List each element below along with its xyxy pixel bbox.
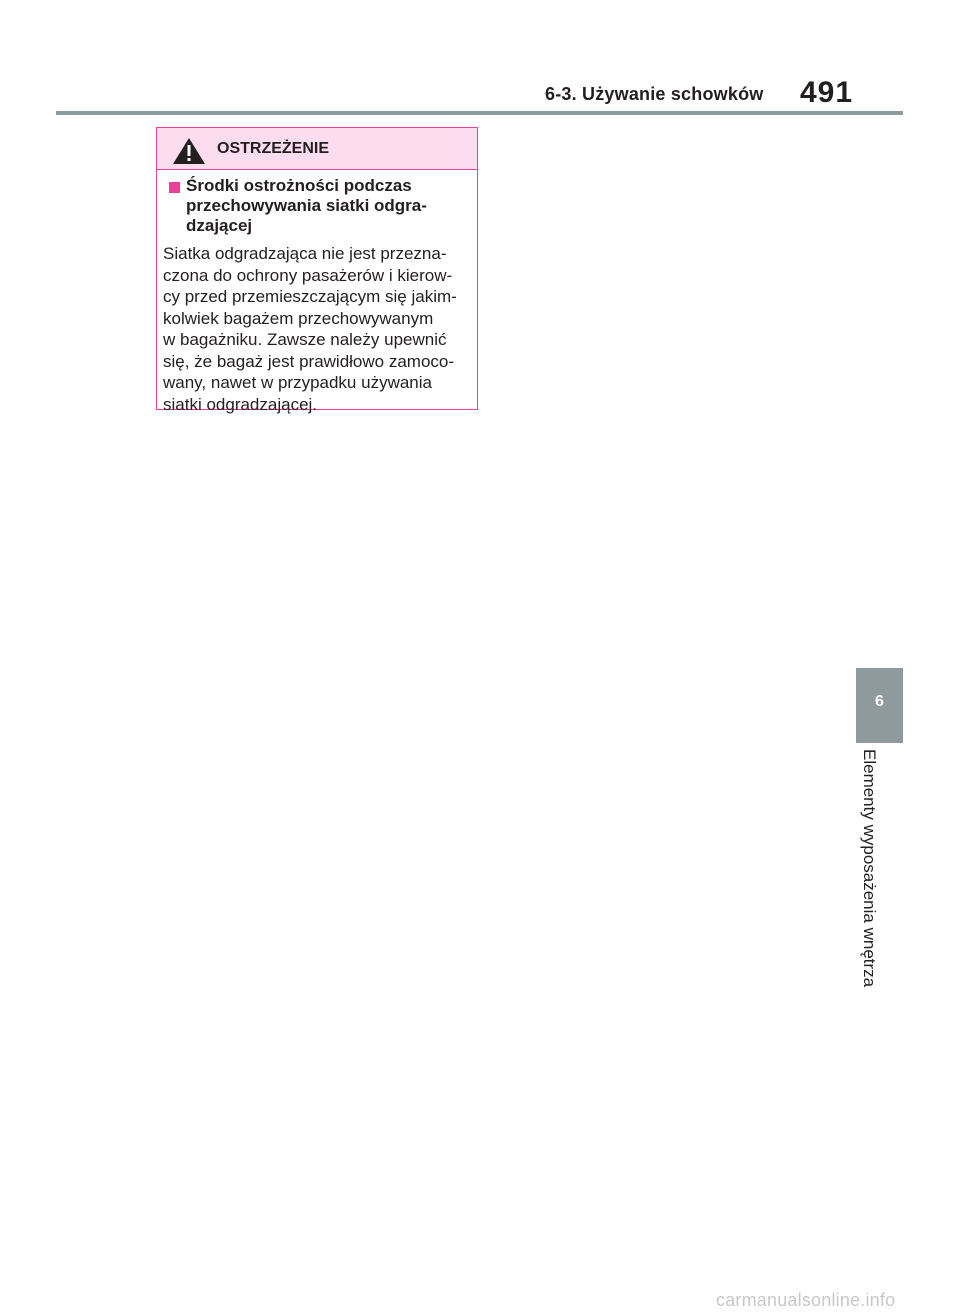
body-line: czona do ochrony pasażerów i kierow- bbox=[163, 265, 453, 285]
chapter-tab bbox=[856, 668, 903, 743]
section-title: 6-3. Używanie schowków bbox=[545, 84, 764, 104]
warning-header bbox=[157, 128, 477, 170]
body-line: w bagażniku. Zawsze należy upewnić bbox=[163, 330, 447, 349]
body-line: siatki odgradzającej. bbox=[163, 394, 318, 414]
body-line: cy przed przemieszczającym się jakim- bbox=[163, 287, 457, 306]
body-line: się, że bagaż jest prawidłowo zamoco- bbox=[163, 351, 455, 371]
warning-body bbox=[163, 243, 471, 415]
subheading-line: dzającej bbox=[186, 216, 253, 235]
warning-box bbox=[156, 127, 478, 414]
chapter-number: 6 bbox=[875, 693, 884, 710]
body-line: kolwiek bagażem przechowywanym bbox=[163, 308, 434, 328]
warning-subheading bbox=[163, 176, 471, 236]
subheading-line: przechowywania siatki odgra- bbox=[186, 196, 427, 215]
warning-content bbox=[157, 170, 477, 415]
header-rule bbox=[56, 111, 903, 115]
chapter-label: Elementy wyposażenia wnętrza bbox=[860, 749, 879, 988]
watermark: carmanualsonline.info bbox=[716, 1290, 896, 1310]
subheading-line: Środki ostrożności podczas bbox=[186, 176, 412, 195]
warning-title: OSTRZEŻENIE bbox=[217, 140, 330, 157]
warning-triangle-icon bbox=[172, 137, 206, 165]
body-line: wany, nawet w przypadku używania bbox=[163, 373, 432, 392]
page-number: 491 bbox=[800, 76, 854, 109]
body-line: Siatka odgradzająca nie jest przezna- bbox=[163, 244, 447, 263]
bullet-square-icon bbox=[169, 182, 180, 193]
